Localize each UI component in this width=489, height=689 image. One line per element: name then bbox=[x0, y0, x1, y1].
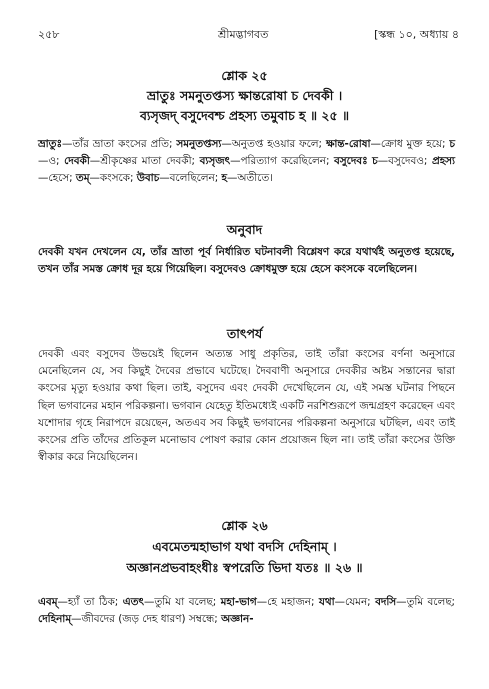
synonym-word: ক্ষান্ত-রোষা bbox=[325, 138, 371, 150]
synonym-word: ব্যসৃজৎ bbox=[199, 155, 231, 168]
verse-25-title: শ্লোক ২৫ bbox=[221, 68, 268, 83]
synonym-meaning: —যেমন; bbox=[334, 596, 376, 608]
synonym-meaning: —অনুতপ্ত হওয়ার ফলে; bbox=[221, 138, 326, 150]
synonym-meaning: —বসুদেবও; bbox=[377, 155, 432, 168]
synonym-meaning: —হে মহাজন; bbox=[256, 596, 319, 608]
synonym-word: অজ্ঞান- bbox=[221, 613, 254, 626]
synonym-word: সমনুতপ্তস্য bbox=[176, 138, 222, 150]
synonym-word: চ bbox=[372, 155, 378, 168]
purport-heading: তাৎপর্য bbox=[226, 326, 263, 341]
synonym-word: দেহিনাম্ bbox=[38, 613, 72, 626]
synonym-meaning: —বলেছিলেন; bbox=[159, 172, 222, 185]
synonym-meaning: —তুমি বলেছ; bbox=[396, 596, 456, 608]
verse-26-line-2: অজ্ঞানপ্রভবাহংধীঃ স্বপরেতি ভিদা যতঃ ॥ ২৬ ॥ bbox=[126, 560, 363, 575]
verse-25-line-1: ভ্রাতুঃ সমনুতপ্তস্য ক্ষান্তরোষা চ দেবকী । bbox=[146, 88, 343, 103]
synonym-meaning: —ও; bbox=[38, 155, 65, 168]
translation-text: দেবকী যখন দেখলেন যে, তাঁর ভ্রাতা পূর্ব নির্ধারিত ঘটনাবলী বিশ্লেষণ করে যথার্থই অনুতপ্ত হয়েছে, তখন তাঁর সমস্ত ক্রোধ দূর হয়ে গিয়েছিল। বসুদেবও ক্রোধমুক্ত হয়ে হেসে কংসকে বলেছিলেন। bbox=[38, 246, 455, 276]
synonym-meaning: —পরিত্যাগ করেছিলেন; bbox=[230, 155, 335, 168]
verse-26-title: শ্লোক ২৬ bbox=[221, 518, 268, 533]
verse-26-line-1: এবমেতন্মহাভাগ যথা বদসি দেহিনাম্ । bbox=[152, 539, 337, 554]
synonym-meaning: —জীবদের (জড় দেহ ধারণ) সম্বন্ধে; bbox=[71, 613, 222, 626]
synonyms-25 bbox=[38, 136, 455, 188]
synonym-meaning: —ক্রোধ মুক্ত হয়ে; bbox=[370, 138, 450, 150]
synonym-meaning: —হেসে; bbox=[38, 172, 76, 185]
synonym-word: উবাচ bbox=[136, 172, 160, 185]
synonym-word: এবম্ bbox=[38, 596, 58, 608]
synonym-meaning: —তুমি যা বলেছ; bbox=[143, 596, 221, 608]
synonym-meaning: —অতীতে। bbox=[227, 172, 273, 185]
synonym-word: ভ্রাতুঃ bbox=[38, 138, 62, 150]
synonym-meaning: —হ্যাঁ তা ঠিক; bbox=[57, 596, 123, 608]
synonym-word: এতৎ bbox=[122, 596, 144, 608]
synonym-word: বদসি bbox=[375, 596, 397, 608]
synonyms-26 bbox=[38, 594, 455, 628]
synonym-word: যথা bbox=[318, 596, 335, 608]
synonym-word: বসুদেবঃ bbox=[334, 155, 368, 168]
translation-heading: অনুবাদ bbox=[226, 222, 263, 237]
synonym-meaning: —কংসকে; bbox=[89, 172, 137, 185]
verse-25-line-2: ব্যসৃজদ্ বসুদেবশ্চ প্রহস্য তমুবাচ হ ॥ ২৫ ॥ bbox=[139, 108, 350, 123]
synonym-meaning: —শ্রীকৃষ্ণের মাতা দেবকী; bbox=[89, 155, 200, 168]
purport-text: দেবকী এবং বসুদেব উভয়েই ছিলেন অত্যন্ত সাধু প্রকৃতির, তাই তাঁরা কংসের বর্ণনা অনুসারে মেনেছিলেন যে, সব কিছুই দৈবের প্রভাবে ঘটেছে। দৈববাণী অনুসারে দেবকীর অষ্টম সন্তানের দ্বারা কংসের মৃত্যু হওয়ার কথা ছিল। তাই, বসুদেব এবং দেবকী দেখেছিলেন যে, এই সমস্ত ঘটনার পিছনে ছিল ভগবানের মহান পরিকল্পনা। ভগবান যেহেতু ইতিমধ্যেই একটি নরশিশুরূপে জন্মগ্রহণ করেছেন এবং যশোদার গৃহে নিরাপদে রয়েছেন, অতএব সব কিছুই ভগবানের পরিকল্পনা অনুসারে ঘটছিল, এবং তাই কংসের প্রতি তাঁদের প্রতিকূল মনোভাব পোষণ করার কোন প্রয়োজন ছিল না। তাই তাঁরা কংসের উক্তি স্বীকার করে নিয়েছিলেন। bbox=[38, 348, 455, 464]
synonym-word: মহা-ভাগ bbox=[220, 596, 257, 608]
chapter-location: [স্কন্ধ ১০, অধ্যায় ৪ bbox=[374, 28, 459, 41]
book-title: শ্রীমদ্ভাগবত bbox=[218, 28, 269, 41]
running-header bbox=[38, 26, 459, 42]
synonym-meaning: —তাঁর ভ্রাতা কংসের প্রতি; bbox=[61, 138, 177, 150]
synonym-word: হ bbox=[221, 172, 228, 185]
synonym-word: প্রহস্য bbox=[431, 155, 456, 168]
page-number: ২৫৮ bbox=[38, 28, 60, 41]
synonym-word: তম্ bbox=[75, 172, 90, 185]
synonym-word: দেবকী bbox=[64, 155, 90, 168]
synonym-word: চ bbox=[449, 138, 455, 150]
